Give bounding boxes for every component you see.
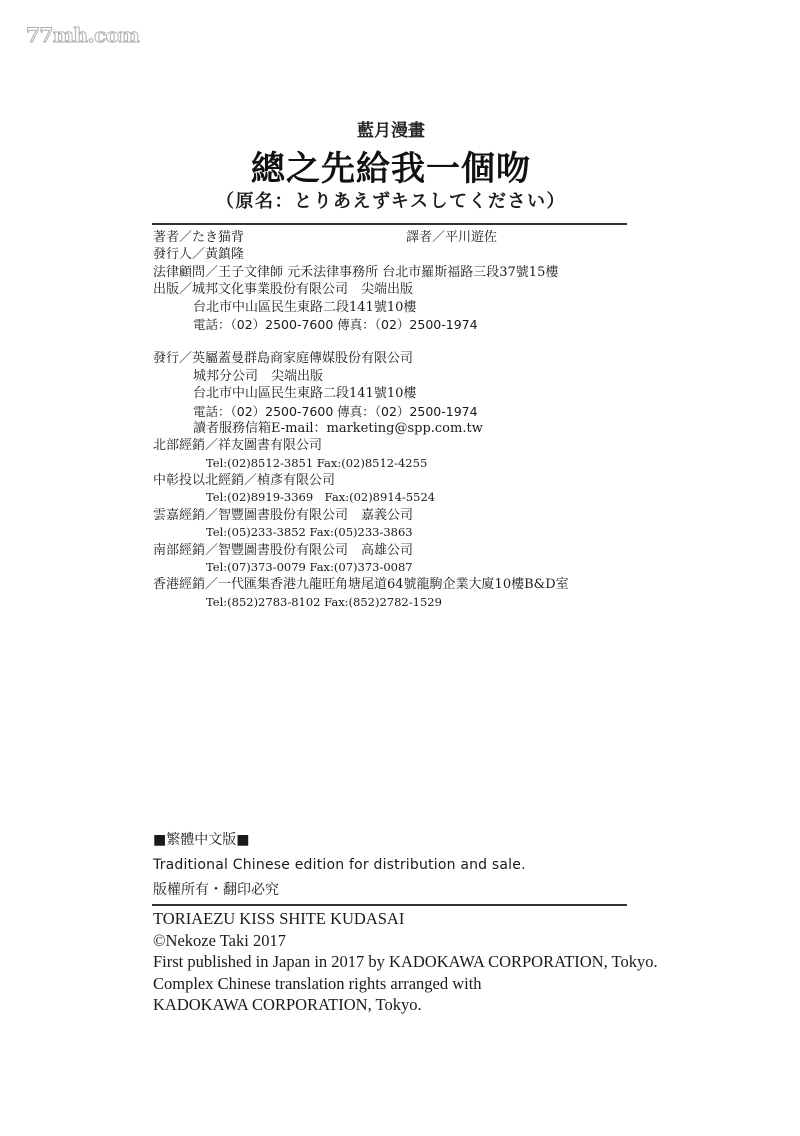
regional-distributor-contact: Tel:(07)373-0079 Fax:(07)373-0087 bbox=[206, 560, 413, 575]
regional-distributor-contact: Tel:(852)2783-8102 Fax:(852)2782-1529 bbox=[206, 594, 442, 609]
publisher-address: 台北市中山區民生東路二段141號10樓 bbox=[193, 299, 417, 315]
copyright-line: ©Nekoze Taki 2017 bbox=[153, 930, 286, 950]
distributor-email: 讀者服務信箱E-mail：marketing@spp.com.tw bbox=[193, 420, 483, 436]
distributor-branch: 城邦分公司 尖端出版 bbox=[193, 368, 324, 384]
author-translator-row bbox=[153, 229, 633, 246]
first-published: First published in Japan in 2017 by KADOKAWA CORPORATION, Tokyo. bbox=[153, 952, 658, 971]
regional-distributor-contact: Tel:(02)8919-3369 Fax:(02)8914-5524 bbox=[206, 490, 436, 505]
rights-holder: KADOKAWA CORPORATION, Tokyo. bbox=[153, 995, 422, 1014]
distributor-address: 台北市中山區民生東路二段141號10樓 bbox=[193, 386, 417, 402]
edition-block bbox=[153, 829, 633, 904]
rights-reserved: 版權所有・翻印必究 bbox=[153, 882, 279, 898]
book-title: 總之先給我一個吻 bbox=[251, 149, 531, 189]
original-title-romaji: TORIAEZU KISS SHITE KUDASAI bbox=[153, 909, 405, 928]
credits-block bbox=[153, 229, 633, 611]
regional-distributor-contact: Tel:(02)8512-3851 Fax:(02)8512-4255 bbox=[206, 455, 428, 470]
legal-advisor: 法律顧問／王子文律師 元禾法律事務所 台北市羅斯福路三段37號15樓 bbox=[153, 264, 559, 280]
regional-distributor-name: 雲嘉經銷／智豐圖書股份有限公司 嘉義公司 bbox=[153, 507, 414, 523]
regional-distributor-name: 南部經銷／智豐圖書股份有限公司 高雄公司 bbox=[153, 542, 414, 558]
edition-label: ■繁體中文版■ bbox=[153, 832, 250, 848]
regional-distributor-name: 中彰投以北經銷／楨彥有限公司 bbox=[153, 473, 336, 489]
regional-distributor-name: 北部經銷／祥友圖書有限公司 bbox=[153, 438, 323, 454]
distributor: 發行／英屬蓋曼群島商家庭傳媒股份有限公司 bbox=[153, 351, 414, 367]
regional-distributor-contact: Tel:(05)233-3852 Fax:(05)233-3863 bbox=[206, 525, 413, 540]
regional-distributor-name: 香港經銷／一代匯集香港九龍旺角塘尾道64號龍駒企業大廈10樓B&D室 bbox=[153, 577, 569, 593]
publisher-phone: 電話：（02）2500-7600 傳真：（02）2500-1974 bbox=[193, 316, 478, 332]
translation-rights: Complex Chinese translation rights arranged with bbox=[153, 973, 482, 993]
author: 著者／たき猫背 bbox=[153, 230, 245, 245]
translator: 譯者／平川遊佐 bbox=[406, 230, 498, 245]
series-label: 藍月漫畫 bbox=[357, 121, 425, 141]
divider-bottom bbox=[152, 904, 627, 906]
publisher-person: 發行人／黃鎮隆 bbox=[153, 247, 245, 263]
divider-top bbox=[152, 223, 627, 225]
distributor-phone: 電話：（02）2500-7600 傳真：（02）2500-1974 bbox=[193, 403, 478, 419]
publisher: 出版／城邦文化事業股份有限公司 尖端出版 bbox=[153, 282, 414, 298]
copyright-block bbox=[153, 908, 713, 1016]
distribution-note: Traditional Chinese edition for distribution and sale. bbox=[153, 857, 526, 873]
original-title: （原名：とりあえずキスしてください） bbox=[216, 191, 566, 212]
watermark-logo: 77mh.com bbox=[26, 23, 140, 47]
